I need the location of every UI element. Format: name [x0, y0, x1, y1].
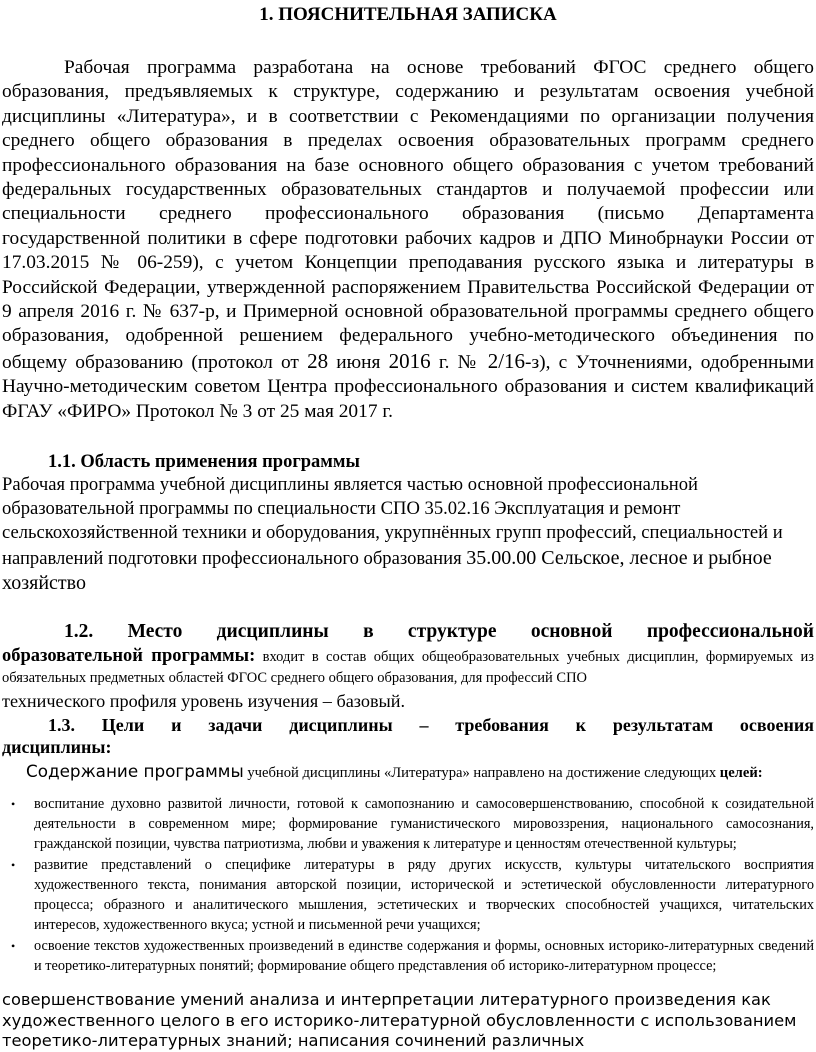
- section-1-3-heading-line: 1.3. Цели и задачи дисциплины – требования к результатам освоения: [48, 715, 814, 735]
- list-item-text: воспитание духовно развитой личности, готовой к самопознанию и самосовершенствованию, способной к созидательной деятельности в современном мире; формирование гуманистического мировоззрения, национального самосознания, гражданской позиции, чувства патриотизма, любви и уважения к литературе и ценностям отечественной культуры;: [34, 796, 814, 852]
- goals-list: [2, 794, 814, 977]
- goals-intro: [26, 761, 816, 782]
- page-title: 1. ПОЯСНИТЕЛЬНАЯ ЗАПИСКА: [259, 4, 557, 25]
- goals-intro-lead: Содержание программы: [26, 761, 244, 781]
- section-1-2-text: входит в состав общих общеобразовательных учебных дисциплин, формируемых из обязательных предметных областей ФГОС среднего общего образования, для профессий СПО: [2, 649, 815, 686]
- intro-number-year: 2016: [388, 348, 431, 373]
- scope-code: 35.00.00: [466, 546, 537, 569]
- intro-text-4: -з), с Уточнениями, одобренными Научно-методическим советом Центра профессионального образования и систем квалификаций ФГАУ «ФИРО» Протокол № 3 от 25 мая 2017 г.: [2, 351, 814, 422]
- intro-text-2: июня: [328, 351, 389, 373]
- bullet-icon: •: [11, 797, 16, 811]
- intro-text-3: г. №: [430, 351, 488, 373]
- bullet-icon: •: [11, 858, 16, 872]
- list-item: [2, 855, 814, 935]
- section-1-2-heading-tail: образовательной программы:: [2, 646, 256, 666]
- intro-paragraph: [2, 56, 814, 424]
- intro-number-day: 28: [307, 348, 329, 373]
- section-1-2-body: [2, 646, 814, 689]
- scope-text: Рабочая программа учебной дисциплины является частью основной профессиональной образовательной программы по специальности СПО 35.02.16 Эксплуатация и ремонт сельскохозяйственной техники и оборудования, укрупнённых групп профессий, специальностей и направлений подготовки профессионального образования: [2, 474, 783, 569]
- list-item: [2, 794, 814, 854]
- intro-text-1: Рабочая программа разработана на основе требований ФГОС среднего общего образования, предъявляемых к структуре, содержанию и результатам освоения учебной дисциплины «Литература», и в соответствии с Рекомендациями по организации получения среднего общего образования в пределах освоения образовательных программ среднего профессионального образования на базе основного общего образования с учетом требований федеральных государственных образовательных стандартов и получаемой профессии или специальности среднего профессионального образования (письмо Департамента государственной политики в сфере подготовки рабочих кадров и ДПО Минобрнауки России от 17.03.2015 № 06-259), с учетом Концепции преподавания русского языка и литературы в Российской Федерации, утвержденной распоряжением Правительства Российской Федерации от 9 апреля 2016 г. № 637-р, и Примерной основной образовательной программы среднего общего образования, одобренной решением федерального учебно-методического объединения по общему образованию (протокол от: [2, 57, 814, 373]
- section-1-3-heading: [2, 714, 814, 758]
- section-1-2-tail: технического профиля уровень изучения – базовый.: [2, 691, 406, 711]
- list-item-text: освоение текстов художественных произведений в единстве содержания и формы, основных историко-литературных сведений и теоретико-литературных понятий; формирование общего представления об историко-литературном процессе;: [34, 938, 814, 974]
- section-1-3-heading-tail: дисциплины:: [2, 737, 112, 757]
- list-item: [2, 936, 814, 976]
- list-item-text: развитие представлений о специфике литературы в ряду других искусств, культуры читательского восприятия художественного текста, понимания авторской позиции, исторической и эстетической обусловленности литературного процесса; образного и аналитического мышления, эстетических и творческих способностей учащихся, читательских интересов, художественного вкуса; устной и письменной речи учащихся;: [34, 857, 814, 933]
- section-1-2-heading: 1.2. Место дисциплины в структуре основной профессиональной: [64, 621, 814, 642]
- bullet-icon: •: [11, 939, 16, 953]
- section-1-1-heading: 1.1. Область применения программы: [48, 452, 360, 472]
- section-1-1-text: [2, 473, 814, 596]
- intro-number-protocol: 2/16: [487, 348, 526, 373]
- closing-paragraph: совершенствование умений анализа и интерпретации литературного произведения как художественного целого в его историко-литературной обусловленности с использованием теоретико-литературных знаний; написания сочинений различных: [2, 990, 797, 1050]
- scope-text-2: Сельское, лесное и рыбное хозяйство: [2, 546, 772, 594]
- goals-intro-text: учебной дисциплины «Литература» направлено на достижение следующих: [243, 765, 720, 781]
- goals-intro-bold: целей:: [719, 765, 763, 781]
